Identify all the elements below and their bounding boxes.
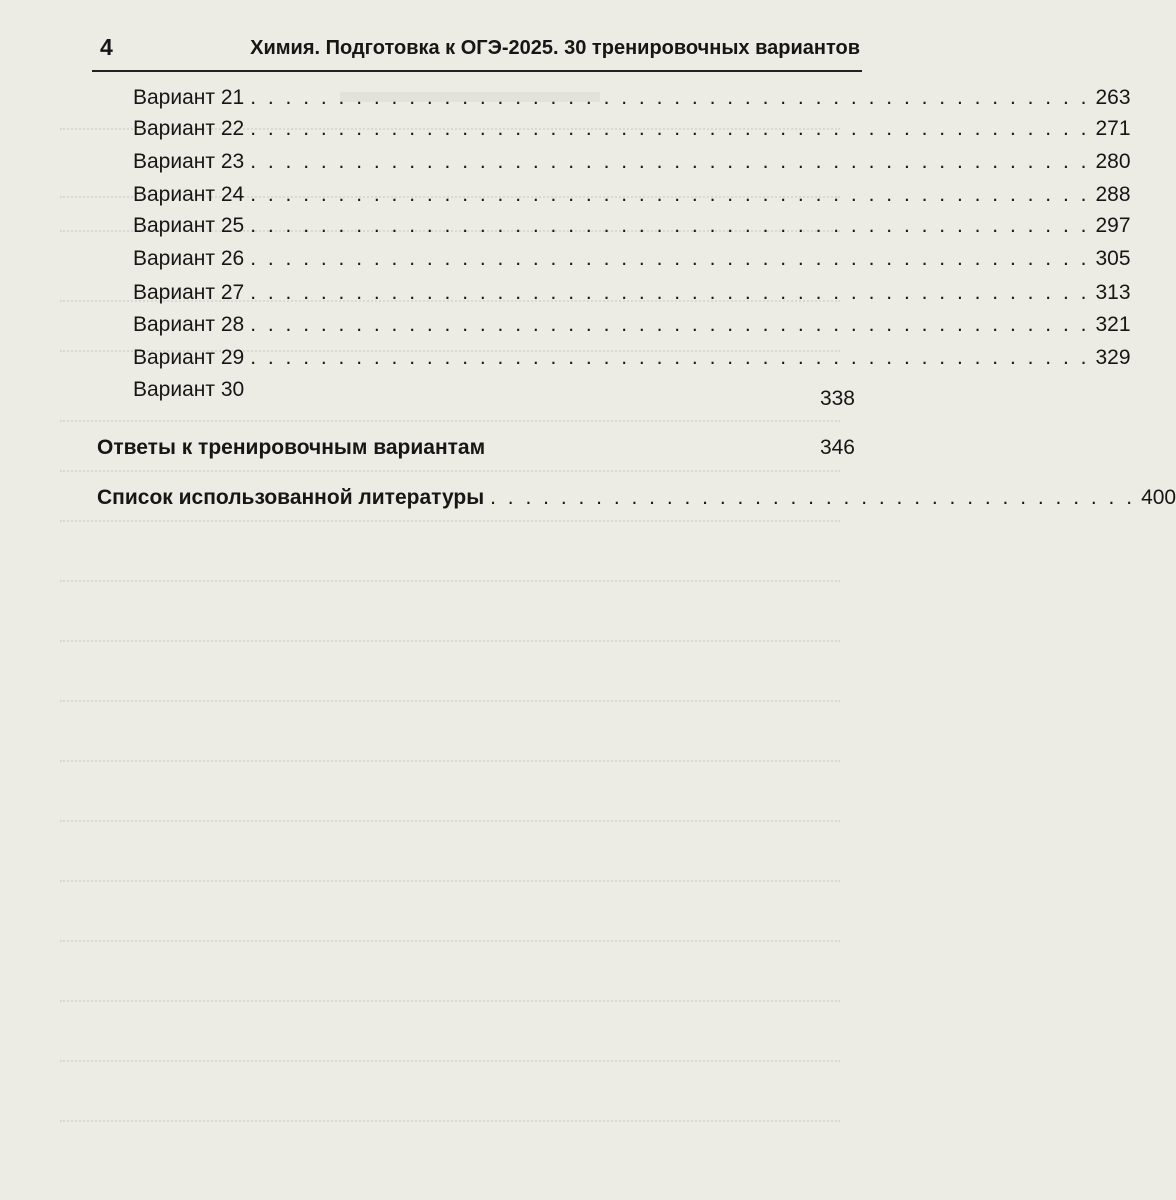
toc-entry-variant-21 [133, 86, 1131, 114]
toc-entry-label: Вариант 29 [133, 346, 245, 369]
toc-entry-label: Ответы к тренировочным вариантам [97, 436, 486, 459]
toc-entry-label: Вариант 23 [133, 150, 245, 173]
leader-dots: . . . . . . . . . . . . . . . . . . . . . . . . . . . . . . . . . . . . . . . . . . . . . . . . [250, 313, 1090, 336]
leader-dots: . . . . . . . . . . . . . . . . . . . . . . . . . . . . . . . . . . . . . . . . . . . . . . . . [250, 150, 1090, 173]
leader-dots: . . . . . . . . . . . . . . . . . . . . . . . . . . . . . . . . . . . . . . . . . . . . . . . . [250, 183, 1090, 206]
toc-entry-page: 313 [1095, 281, 1131, 304]
toc-entry-page: 346 [819, 436, 855, 459]
toc-entry-variant-29 [133, 346, 1131, 374]
toc-entry-variant-28 [133, 313, 1131, 341]
leader-dots: . . . . . . . . . . . . . . . . . . . . . . . . . . . . . . . . . . . . . . . . . . . . . . . . [250, 346, 1090, 369]
toc-entry-page: 271 [1095, 117, 1131, 140]
toc-entry-label: Вариант 22 [133, 117, 245, 140]
toc-entry-variant-27 [133, 281, 1131, 309]
toc-entry-page: 263 [1095, 86, 1131, 109]
toc-entry-label: Вариант 24 [133, 183, 245, 206]
toc-entry-page: 329 [1095, 346, 1131, 369]
running-header [92, 34, 862, 72]
toc-entry-label: Список использованной литературы [97, 486, 485, 509]
toc-entry-page: 400 [1141, 486, 1176, 509]
leader-dots: . . . . . . . . . . . . . . . . . . . . . . . . . . . . . . . . . . . . . . . . . . . . . . . . [250, 281, 1090, 304]
toc-entry-page: 305 [1095, 247, 1131, 270]
toc-entry-answers [97, 436, 855, 464]
toc-entry-variant-22 [133, 117, 1131, 145]
toc-entry-variant-30 [133, 378, 855, 410]
leader-dots: . . . . . . . . . . . . . . . . . . . . . . . . . . . . . . . . . . . . . [490, 486, 1136, 509]
toc-entry-page: 280 [1095, 150, 1131, 173]
toc-entry-page: 297 [1095, 214, 1131, 237]
leader-dots: . . . . . . . . . . . . . . . . . . . . . . . . . . . . . . . . . . . . . . . . . . . . . . . . [250, 214, 1090, 237]
page-number: 4 [100, 34, 113, 60]
toc-entry-label: Вариант 26 [133, 247, 245, 270]
toc-entry-label: Вариант 28 [133, 313, 245, 336]
running-title: Химия. Подготовка к ОГЭ-2025. 30 тренировочных вариантов [250, 37, 860, 59]
toc-entry-label: Вариант 25 [133, 214, 245, 237]
leader-dots: . . . . . . . . . . . . . . . . . . . . . . . . . . . . . . . . . . . . . . . . . . . . . . . . [250, 247, 1090, 270]
leader-dots: . . . . . . . . . . . . . . . . . . . . . . . . . . . . . . . . . . . . . . . . . . . . . . . . [250, 86, 1090, 109]
toc-entry-page: 338 [819, 387, 855, 410]
toc-entry-label: Вариант 30 [133, 378, 245, 401]
toc-entry-label: Вариант 21 [133, 86, 245, 109]
toc-entry-variant-24 [133, 183, 1131, 211]
toc-entry-variant-25 [133, 214, 1131, 242]
toc-entry-page: 321 [1095, 313, 1131, 336]
toc-entry-page: 288 [1095, 183, 1131, 206]
leader-dots: . . . . . . . . . . . . . . . . . . . . . . . . . . . . . . . . . . . . . . . . . . . . . . . . [250, 117, 1090, 140]
toc-entry-variant-26 [133, 247, 1131, 275]
toc-entry-label: Вариант 27 [133, 281, 245, 304]
toc-entry-variant-23 [133, 150, 1131, 178]
toc-entry-bibliography [97, 486, 1176, 514]
